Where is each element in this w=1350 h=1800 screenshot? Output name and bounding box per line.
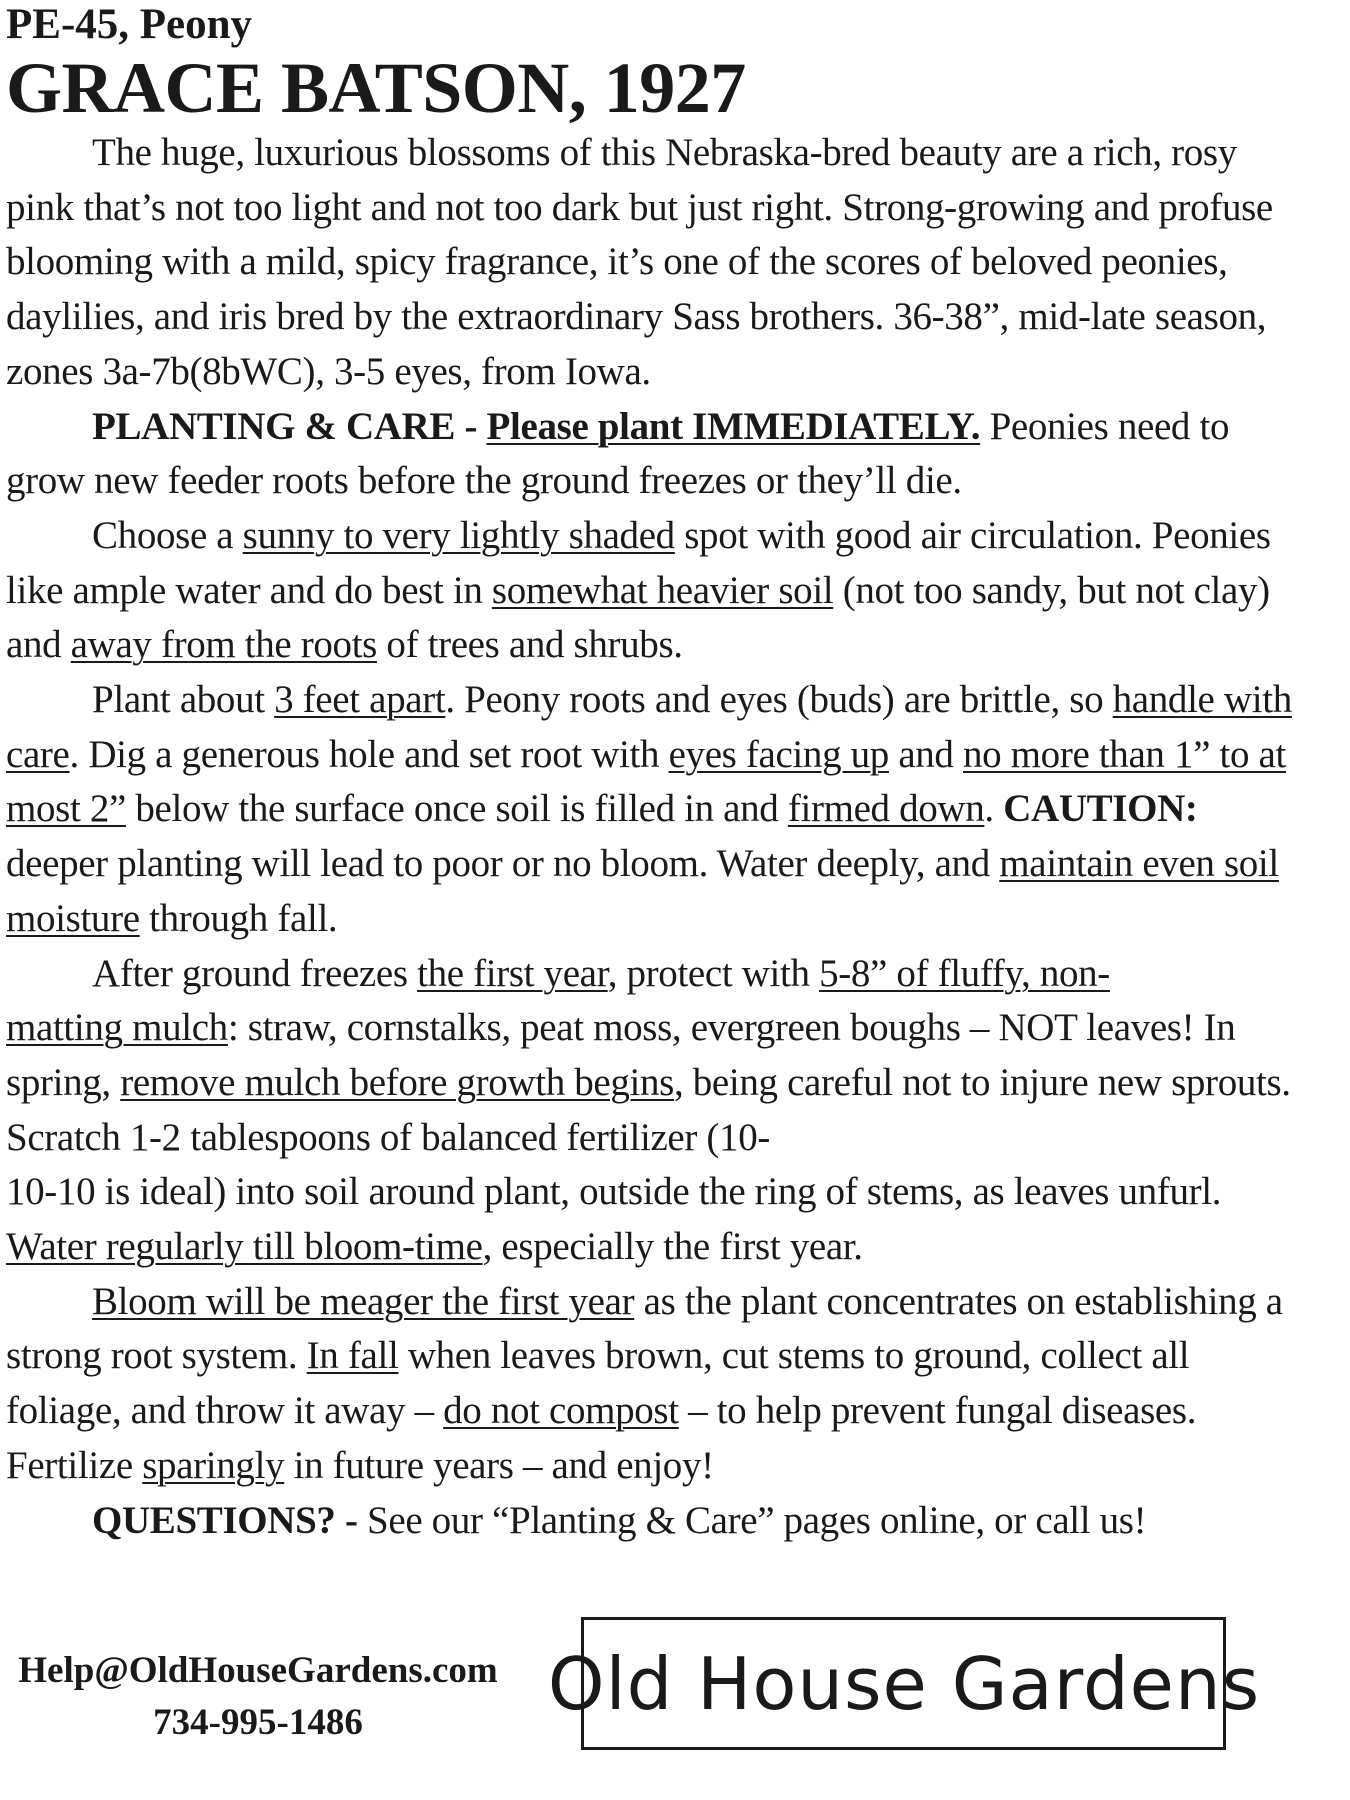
- planting-care-paragraph: PLANTING & CARE - Please plant IMMEDIATELY. Peonies need to grow new feeder roots before the ground freezes or they’ll die.: [6, 404, 1230, 503]
- phone-number: 734-995-1486: [153, 1702, 363, 1743]
- description-paragraph: The huge, luxurious blossoms of this Nebraska-bred beauty are a rich, rosy pink that’s not too light and not too dark but just right. Strong-growing and profuse blooming with a mild, spicy fragrance, it’s one of the scores of beloved peonies, daylilies, and iris bred by the extraordinary Sass brothers. 36-38”, mid-late season, zones 3a-7b(8bWC), 3-5 eyes, from Iowa.: [6, 131, 1273, 393]
- planting-paragraph: Plant about 3 feet apart. Peony roots and eyes (buds) are brittle, so handle with care. Dig a generous hole and set root with eyes facing up and no more than 1” to at most 2” below the surface once soil is filled in and firmed down. CAUTION: deeper planting will lead to poor or no bloom. Water deeply, and maintain even soil moisture through fall.: [6, 678, 1292, 940]
- logo-text: Old House Gardens: [547, 1641, 1260, 1726]
- caution-label: CAUTION:: [1003, 787, 1198, 831]
- plant-immediately-note: Please plant IMMEDIATELY.: [486, 404, 981, 448]
- mulch-paragraph: After ground freezes the first year, protect with 5-8” of fluffy, non- matting mulch: straw, cornstalks, peat moss, evergreen boughs – NOT leaves! In spring, remove mulch before growth begins, being careful not to injure new sprouts. Scratch 1-2 tablespoons of balanced fertilizer (10- 10-10 is ideal) into soil around plant, outside the ring of stems, as leaves unfurl. Water regularly till bloom-time, especially the first year.: [6, 951, 1291, 1269]
- logo-wordmark: [547, 1629, 1260, 1739]
- site-paragraph: Choose a sunny to very lightly shaded spot with good air circulation. Peonies like ample water and do best in somewhat heavier soil (not too sandy, but not clay) and away from the roots of trees and shrubs.: [6, 513, 1271, 667]
- description-body: [6, 126, 1296, 1548]
- product-title: GRACE BATSON, 1927: [6, 48, 746, 128]
- contact-info: [8, 1645, 508, 1749]
- bloom-paragraph: Bloom will be meager the first year as the plant concentrates on establishing a strong root system. In fall when leaves brown, cut stems to ground, collect all foliage, and throw it away – do not compost – to help prevent fungal diseases. Fertilize sparingly in future years – and enjoy!: [6, 1279, 1283, 1487]
- brand-logo: [547, 1617, 1260, 1750]
- planting-care-heading: PLANTING & CARE -: [92, 404, 478, 448]
- product-code: PE-45, Peony: [6, 1, 253, 48]
- questions-label: QUESTIONS? -: [92, 1498, 358, 1542]
- questions-paragraph: QUESTIONS? - See our “Planting & Care” pages online, or call us!: [92, 1498, 1147, 1542]
- product-sheet: [6, 0, 1296, 1548]
- email-address: Help@OldHouseGardens.com: [18, 1650, 498, 1691]
